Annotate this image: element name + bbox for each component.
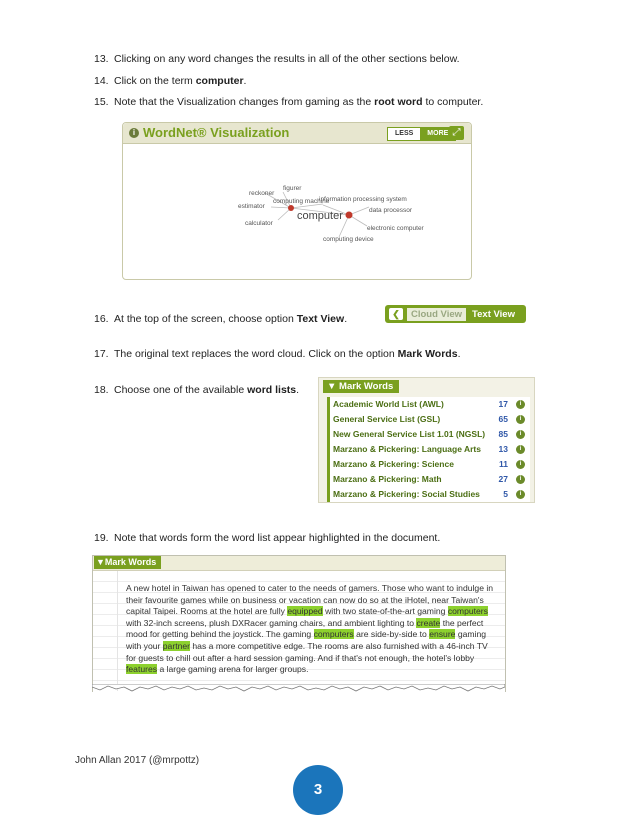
document-text-segment: a large gaming arena for larger groups. xyxy=(157,664,309,675)
step-number: 15. xyxy=(94,96,109,108)
word-computing-machine[interactable]: computing machine xyxy=(273,198,330,205)
info-icon[interactable]: i xyxy=(516,490,525,499)
cloud-view-button[interactable]: Cloud View xyxy=(407,308,466,321)
step-19 xyxy=(94,532,440,544)
info-icon[interactable]: i xyxy=(516,415,525,424)
document-text-segment: has a more competitive edge. The rooms are also furnished with a 46-inch TV for guests to chill out after a hard session gaming. And if that's not enough, the hotel's lobby xyxy=(126,640,488,663)
word-list-name: Marzano & Pickering: Social Studies xyxy=(333,489,480,499)
word-list-name: General Service List (GSL) xyxy=(333,414,441,424)
mark-words-label: Mark Words xyxy=(339,381,394,392)
step-17 xyxy=(94,348,460,360)
word-list-count: 65 xyxy=(498,414,508,424)
highlighted-word[interactable]: computers xyxy=(313,629,354,640)
highlighted-word[interactable]: computers xyxy=(447,606,488,617)
step-text: The original text replaces the word cloud. Click on the option xyxy=(114,348,398,360)
word-computer-center[interactable]: computer xyxy=(297,210,343,222)
word-list-item[interactable] xyxy=(327,412,530,427)
document-text-segment: gaming with your xyxy=(126,629,487,651)
edge xyxy=(271,207,291,208)
document-text-segment: are side-by-side to xyxy=(353,629,430,640)
document-panel xyxy=(92,555,506,692)
word-list-count: 11 xyxy=(499,459,508,469)
mark-words-button[interactable]: ▼ Mark Words xyxy=(323,380,399,393)
step-text-end: . xyxy=(243,75,247,87)
word-graph xyxy=(123,144,471,278)
step-bold-text: root word xyxy=(374,96,423,108)
step-text-end: to computer. xyxy=(422,96,484,108)
word-estimator[interactable]: estimator xyxy=(238,203,265,210)
word-list-count: 27 xyxy=(498,474,508,484)
wordnet-visualization-panel xyxy=(122,122,472,280)
word-list-item[interactable] xyxy=(327,487,530,502)
word-figurer[interactable]: figurer xyxy=(283,185,302,192)
step-number: 19. xyxy=(94,532,109,544)
view-toggle xyxy=(385,305,526,323)
document-text-segment: with two state-of-the-art gaming xyxy=(322,606,448,617)
step-text: Click on the term xyxy=(114,75,196,87)
word-list-name: Academic World List (AWL) xyxy=(333,399,444,409)
node-computer[interactable] xyxy=(346,212,353,219)
word-list-item[interactable] xyxy=(327,397,530,412)
word-lists-panel xyxy=(318,377,535,503)
word-list-item[interactable] xyxy=(327,472,530,487)
word-list-item[interactable] xyxy=(327,457,530,472)
back-arrow-icon[interactable]: ❮ xyxy=(389,308,403,320)
step-15 xyxy=(94,96,483,108)
node-computing-machine[interactable] xyxy=(288,205,294,211)
info-icon[interactable]: i xyxy=(516,475,525,484)
step-text-end: . xyxy=(457,348,461,360)
step-text-end: . xyxy=(344,313,348,325)
word-list-name: Marzano & Pickering: Language Arts xyxy=(333,444,481,454)
word-list-name: New General Service List 1.01 (NGSL) xyxy=(333,429,486,439)
word-list-count: 5 xyxy=(503,489,508,499)
highlighted-word[interactable]: features xyxy=(126,664,158,675)
highlighted-word[interactable]: ensure xyxy=(429,629,456,640)
step-text: Choose one of the available xyxy=(114,384,248,396)
step-bold-text: Mark Words xyxy=(397,348,458,360)
torn-edge xyxy=(92,684,505,694)
step-text: Note that the Visualization changes from gaming as the xyxy=(114,96,375,108)
wordnet-header xyxy=(123,123,471,144)
step-16 xyxy=(94,313,347,325)
highlighted-word[interactable]: equipped xyxy=(287,606,323,617)
mark-words-label: Mark Words xyxy=(104,557,157,567)
word-reckoner[interactable]: reckoner xyxy=(249,190,275,197)
step-text: Clicking on any word changes the results in all of the other sections below. xyxy=(114,53,460,65)
word-computing-device[interactable]: computing device xyxy=(323,236,374,243)
wordnet-title: WordNet® Visualization xyxy=(143,125,290,140)
document-text-segment: with 32-inch screens, plush DXRacer gaming chairs, and ambient lighting to xyxy=(126,617,417,628)
text-view-button[interactable]: Text View xyxy=(472,308,515,320)
document-text-segment: the perfect mood for getting behind the joystick. The gaming xyxy=(126,617,484,640)
info-icon[interactable]: i xyxy=(516,400,525,409)
word-data-processor[interactable]: data processor xyxy=(369,207,412,214)
word-list-name: Marzano & Pickering: Science xyxy=(333,459,454,469)
step-bold-text: computer xyxy=(195,75,244,87)
info-icon[interactable]: i xyxy=(129,128,139,138)
step-bold-text: Text View xyxy=(296,313,345,325)
page-number: 3 xyxy=(293,765,343,815)
info-icon[interactable]: i xyxy=(516,445,525,454)
document-margin xyxy=(93,571,118,691)
footer-author: John Allan 2017 (@mrpottz) xyxy=(75,755,200,766)
word-list-count: 85 xyxy=(498,429,508,439)
info-icon[interactable]: i xyxy=(516,430,525,439)
less-button[interactable]: LESS xyxy=(388,128,420,140)
step-number: 17. xyxy=(94,348,109,360)
document-text-segment: A new hotel in Taiwan has opened to cater to the needs of gamers. Those who want to indulge in their favourite games while on business or vacation can now do so at the iHotel, near Taiwan's capital Taipei. Rooms at the hotel are fully xyxy=(126,583,494,617)
step-text: At the top of the screen, choose option xyxy=(114,313,297,325)
word-list-count: 13 xyxy=(498,444,508,454)
step-number: 14. xyxy=(94,75,109,87)
document-text xyxy=(126,583,500,676)
step-14 xyxy=(94,75,246,87)
mark-words-button[interactable]: ▼Mark Words xyxy=(94,556,161,569)
document-toolbar xyxy=(93,556,505,571)
step-bold-text: word lists xyxy=(247,384,297,396)
step-18 xyxy=(94,384,299,396)
word-list-items xyxy=(327,397,530,502)
word-list-count: 17 xyxy=(498,399,508,409)
word-list-name: Marzano & Pickering: Math xyxy=(333,474,442,484)
expand-icon[interactable]: ⤢ xyxy=(449,126,464,140)
word-electronic-computer[interactable]: electronic computer xyxy=(367,225,424,232)
word-list-item[interactable] xyxy=(327,427,530,442)
less-more-toggle xyxy=(387,127,456,141)
highlighted-word[interactable]: partner xyxy=(162,640,191,651)
word-information-processing-system[interactable]: information processing system xyxy=(319,196,407,203)
step-number: 18. xyxy=(94,384,109,396)
step-text-end: . xyxy=(296,384,300,396)
highlighted-word[interactable]: create xyxy=(416,617,441,628)
word-list-item[interactable] xyxy=(327,442,530,457)
step-number: 16. xyxy=(94,313,109,325)
step-text: Note that words form the word list appear highlighted in the document. xyxy=(114,532,441,544)
step-13 xyxy=(94,53,460,65)
info-icon[interactable]: i xyxy=(516,460,525,469)
more-button[interactable]: MORE xyxy=(420,128,455,140)
step-number: 13. xyxy=(94,53,109,65)
word-calculator[interactable]: calculator xyxy=(245,220,273,227)
